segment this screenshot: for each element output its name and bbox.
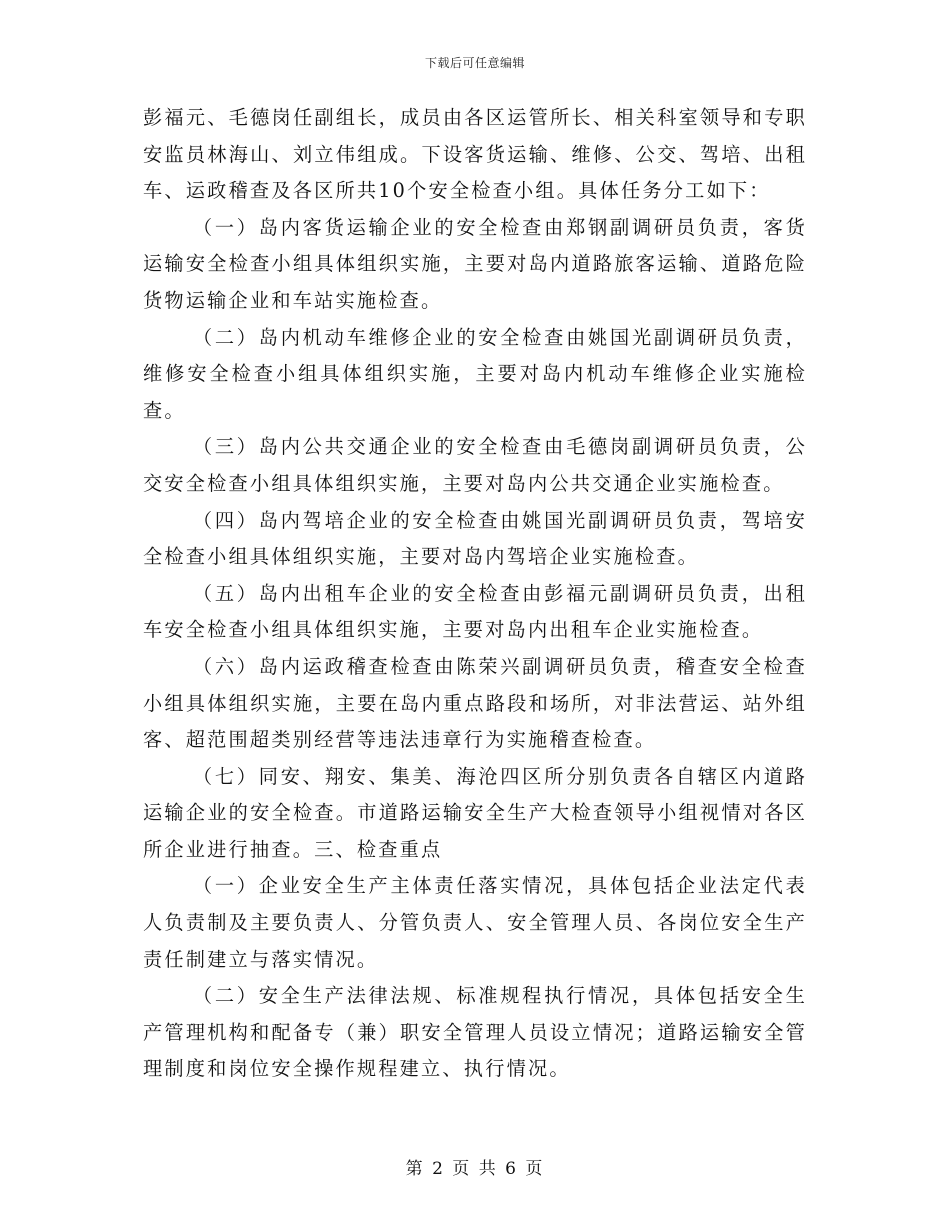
- paragraph-task-4: （四）岛内驾培企业的安全检查由姚国光副调研员负责，驾培安全检查小组具体组织实施，主要对岛内驾培企业实施检查。: [143, 508, 807, 569]
- paragraph-task-1: （一）岛内客货运输企业的安全检查由郑钢副调研员负责，客货运输安全检查小组具体组织实施，主要对岛内道路旅客运输、道路危险货物运输企业和车站实施检查。: [143, 215, 807, 312]
- page-header: 下载后可任意编辑: [424, 56, 525, 70]
- paragraph-task-3: （三）岛内公共交通企业的安全检查由毛德岗副调研员负责，公交安全检查小组具体组织实施，主要对岛内公共交通企业实施检查。: [143, 435, 807, 495]
- paragraph-task-6: （六）岛内运政稽查检查由陈荣兴副调研员负责，稽查安全检查小组具体组织实施，主要在岛内重点路段和场所，对非法营运、站外组客、超范围超类别经营等违法违章行为实施稽查检查。: [143, 654, 807, 752]
- paragraph-focus-2: （二）安全生产法律法规、标准规程执行情况，具体包括安全生产管理机构和配备专（兼）职安全管理人员设立情况；道路运输安全管理制度和岗位安全操作规程建立、执行情况。: [143, 984, 807, 1081]
- paragraph-continuation: 彭福元、毛德岗任副组长，成员由各区运管所长、相关科室领导和专职安监员林海山、刘立伟组成。下设客货运输、维修、公交、驾培、出租车、运政稽查及各区所共10个安全检查小组。具体任务分工如下：: [143, 106, 807, 203]
- document-body: [143, 100, 807, 1088]
- paragraph-task-7: （七）同安、翔安、集美、海沧四区所分别负责各自辖区内道路运输企业的安全检查。市道路运输安全生产大检查领导小组视情对各区所企业进行抽查。三、检查重点: [143, 764, 807, 861]
- paragraph-task-5: （五）岛内出租车企业的安全检查由彭福元副调研员负责，出租车安全检查小组具体组织实施，主要对岛内出租车企业实施检查。: [143, 581, 807, 642]
- paragraph-focus-1: （一）企业安全生产主体责任落实情况，具体包括企业法定代表人负责制及主要负责人、分管负责人、安全管理人员、各岗位安全生产责任制建立与落实情况。: [143, 874, 807, 971]
- page-number-footer: 第 2 页 共 6 页: [405, 1159, 545, 1179]
- paragraph-task-2: （二）岛内机动车维修企业的安全检查由姚国光副调研员负责，维修安全检查小组具体组织实施，主要对岛内机动车维修企业实施检查。: [143, 325, 807, 422]
